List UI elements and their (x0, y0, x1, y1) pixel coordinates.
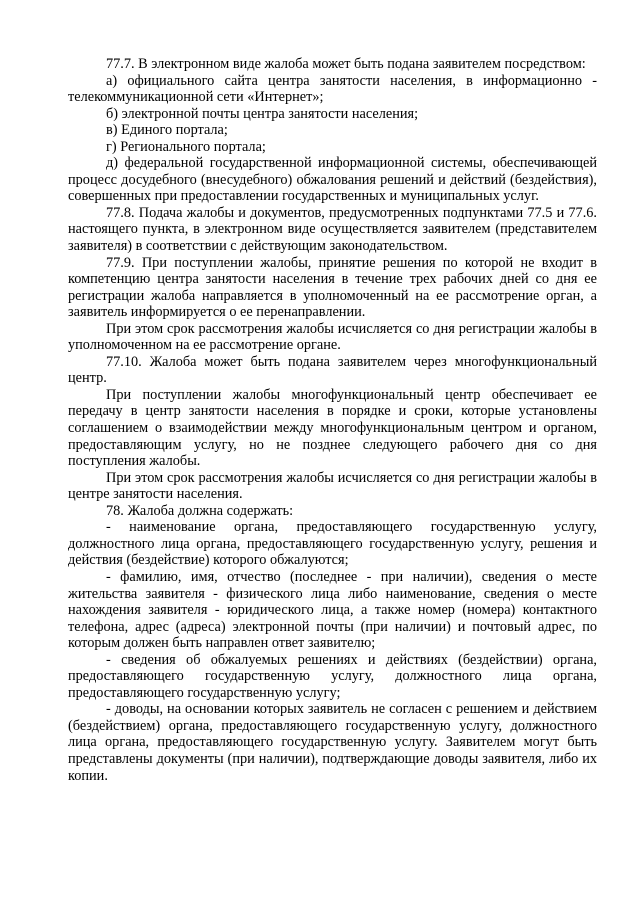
requirement-arguments: - доводы, на основании которых заявитель не согласен с решением и действием (бездействием) органа, предоставляющего государственную услугу, должностного лица органа, предоставляющего государственную услугу. Заявителем могут быть представлены документы (при наличии), подтверждающие доводы заявителя, либо их копии. (68, 701, 597, 784)
paragraph-77-10-transfer: При поступлении жалобы многофункциональный центр обеспечивает ее передачу в центр занятости населения в порядке и сроки, которые установлены соглашением о взаимодействии между многофункциональным центром и органом, предоставляющим услугу, но не позднее следующего рабочего дня со дня поступления жалобы. (68, 386, 597, 470)
requirement-applicant-info: - фамилию, имя, отчество (последнее - при наличии), сведения о месте жительства заявителя - физического лица либо наименование, сведения о месте нахождения заявителя - юридического лица, а также номер (номера) контактного телефона, адрес (адреса) электронной почты (при наличии) и почтовый адрес, по которым должен быть направлен ответ заявителю; (68, 568, 597, 652)
paragraph-77-7: 77.7. В электронном виде жалоба может быть подана заявителем посредством: (106, 56, 586, 72)
paragraph-77-9: 77.9. При поступлении жалобы, принятие решения по которой не входит в компетенцию центра занятости населения в течение трех рабочих дней со дня ее регистрации жалоба направляется в уполномоченный на ее рассмотрение орган, а заявитель информируется о ее перенаправлении. (68, 254, 597, 321)
list-item-d: д) федеральной государственной информационной системы, обеспечивающей процесс досудебного (внесудебного) обжалования решений и действий (бездействия), совершенных при предоставлении государственных и муниципальных услуг. (68, 155, 597, 205)
list-item-v: в) Единого портала; (106, 122, 228, 139)
list-item-a: а) официального сайта центра занятости населения, в информационно - телекоммуникационной сети «Интернет»; (68, 72, 597, 106)
paragraph-78: 78. Жалоба должна содержать: (106, 502, 294, 519)
requirement-decisions-info: - сведения об обжалуемых решениях и действиях (бездействии) органа, предоставляющего государственную услугу, должностного лица органа, предоставляющего государственную услугу; (68, 651, 597, 701)
paragraph-77-8: 77.8. Подача жалобы и документов, предусмотренных подпунктами 77.5 и 77.6. настоящего пункта, в электронном виде осуществляется заявителем (представителем заявителя) в соответствии с действующим законодательством. (68, 204, 597, 255)
document-body (68, 56, 597, 784)
paragraph-77-10-term: При этом срок рассмотрения жалобы исчисляется со дня регистрации жалобы в центре занятости населения. (68, 469, 597, 503)
paragraph-77-10: 77.10. Жалоба может быть подана заявителем через многофункциональный центр. (68, 353, 597, 387)
list-item-b: б) электронной почты центра занятости населения; (106, 105, 419, 122)
paragraph-77-9-term: При этом срок рассмотрения жалобы исчисляется со дня регистрации жалобы в уполномоченном на ее рассмотрение органе. (68, 320, 597, 354)
list-item-g: г) Регионального портала; (106, 138, 266, 155)
requirement-organ-name: - наименование органа, предоставляющего государственную услугу, должностного лица органа, предоставляющего государственную услугу, решения и действия (бездействие) которого обжалуются; (68, 519, 597, 569)
